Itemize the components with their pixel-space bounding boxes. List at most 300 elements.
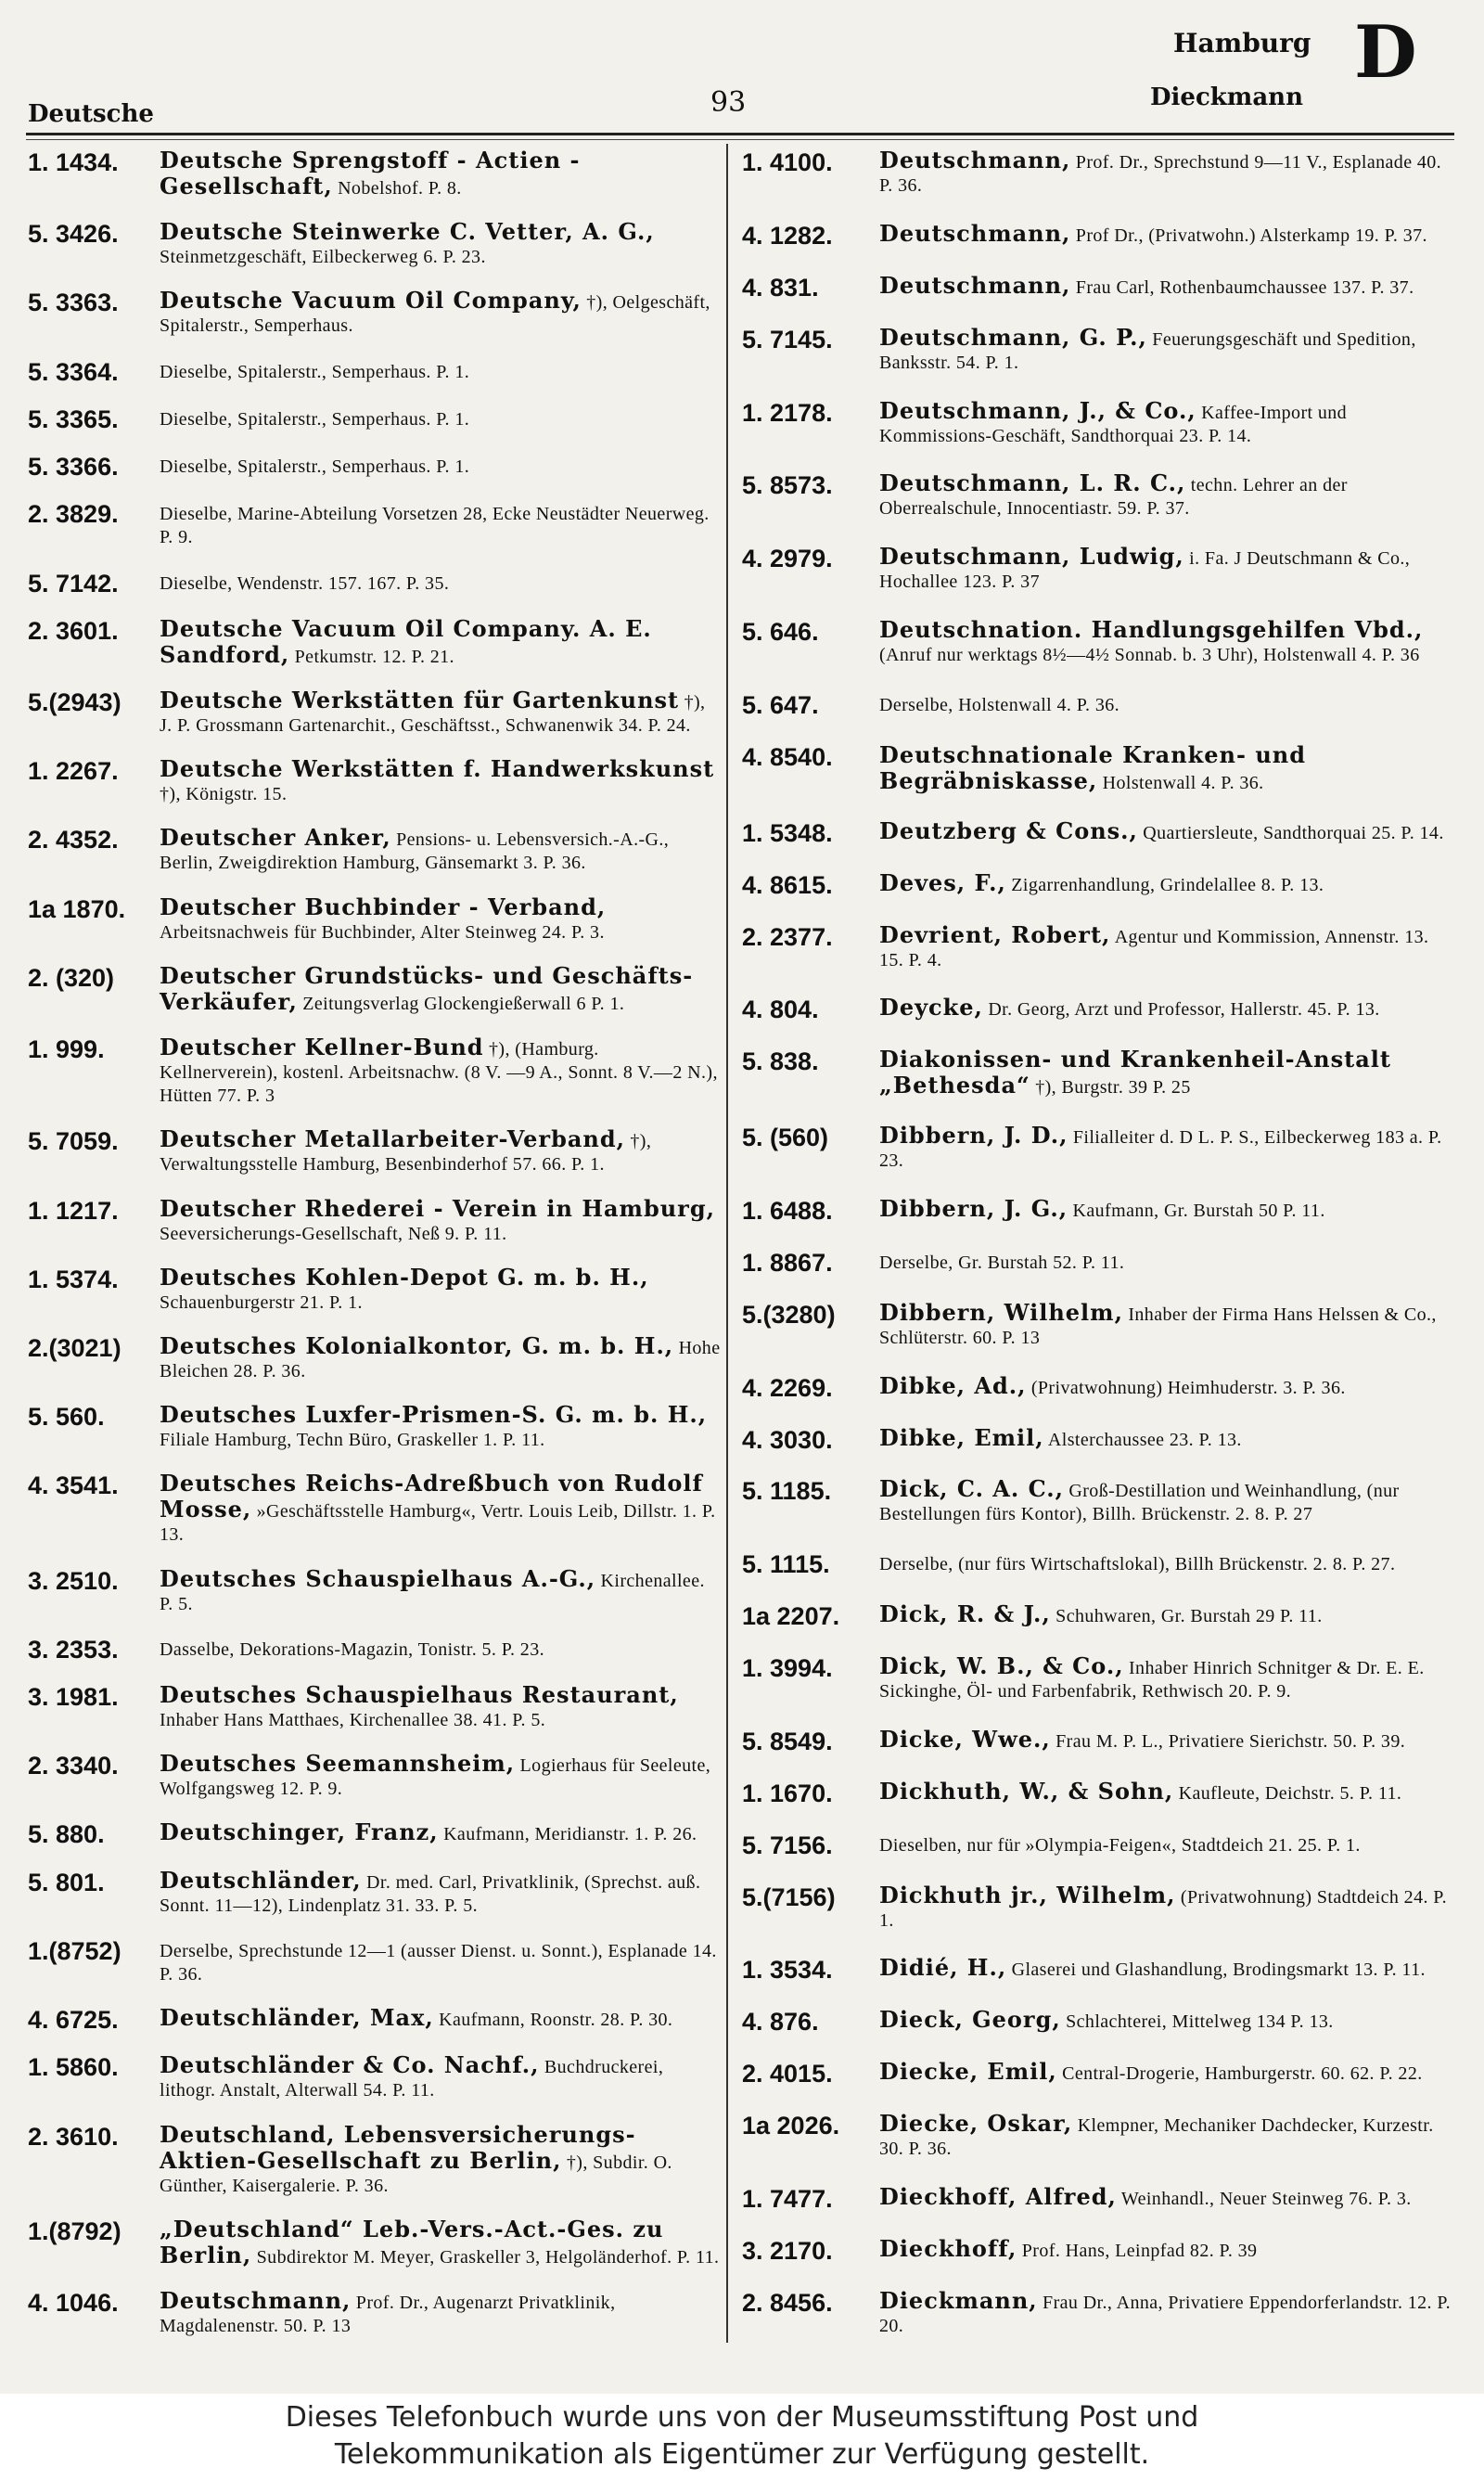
directory-entry: [742, 2060, 1452, 2088]
entry-text: [879, 2060, 1452, 2086]
entry-details: †), (Hamburg. Kellnerverein), kostenl. Arbeitsnachw. (8 V. —9 A., Sonnt. 8 V.—2 N.), Hütten 77. P. 3: [160, 1039, 718, 1107]
directory-entry: [28, 1471, 722, 1547]
entry-name: Deutsches Seemannsheim,: [160, 1750, 516, 1778]
phone-number: 4. 8540.: [742, 742, 833, 771]
entry-details: Seeversicherungs-Gesellschaft, Neß 9. P. 11.: [160, 1223, 507, 1244]
directory-entry: [28, 2120, 722, 2198]
header-city: Hamburg: [1173, 28, 1311, 58]
entry-text: [879, 2182, 1452, 2211]
entry-text: [160, 895, 722, 944]
entry-details: Prof. Hans, Leinpfad 82. P. 39: [1021, 2240, 1258, 2261]
directory-entry: [28, 757, 722, 806]
directory-entry: [28, 1263, 722, 1315]
entry-name: Dicke, Wwe.,: [879, 1725, 1051, 1753]
phone-number: 2. 3610.: [28, 2122, 119, 2151]
entry-text: [879, 1602, 1452, 1628]
header-right-keyword: Dieckmann: [1150, 84, 1303, 111]
entry-text: [879, 1831, 1452, 1857]
entry-name: Deutschmann,: [879, 219, 1071, 247]
phone-number: 3. 2510.: [28, 1566, 119, 1595]
entry-name: Dieckmann,: [879, 2286, 1038, 2314]
entry-details: Dr. med. Carl, Privatklinik, (Sprechst. auß. Sonnt. 11—12), Lindenplatz 31. 33. P. 5.: [160, 1871, 701, 1916]
entry-text: [879, 740, 1452, 795]
entry-text: [879, 1423, 1452, 1452]
entry-text: [160, 2053, 722, 2102]
entry-details: Derselbe, Holstenwall 4. P. 36.: [879, 695, 1120, 715]
entry-text: [879, 691, 1452, 717]
entry-name: Deutschmann, G. P.,: [879, 323, 1147, 351]
entry-name: Deutsche Sprengstoff - Actien - Gesellschaft,: [160, 147, 581, 199]
entry-details: Pensions- u. Lebensversich.-A.-G., Berlin, Zweigdirektion Hamburg, Gänsemarkt 3. P. 36.: [160, 829, 670, 874]
directory-entry: [28, 1866, 722, 1918]
entry-details: Central-Drogerie, Hamburgerstr. 60. 62. P. 22.: [1062, 2063, 1423, 2085]
entry-details: Kirchenallee. P. 5.: [160, 1570, 705, 1614]
entry-details: Frau Dr., Anna, Privatiere Eppendorferlandstr. 12. P. 20.: [879, 2292, 1452, 2336]
directory-entry: [742, 2234, 1452, 2265]
phone-number: 1. 3994.: [742, 1654, 833, 1682]
phone-number: 5. 3364.: [28, 357, 119, 386]
directory-entry: [28, 2053, 722, 2102]
entry-details: Weinhandl., Neuer Steinweg 76. P. 3.: [1120, 2188, 1412, 2209]
entry-text: [879, 920, 1452, 972]
entry-details: Dieselbe, Marine-Abteilung Vorsetzen 28, Ecke Neustädter Neuerweg. P. 9.: [160, 504, 710, 548]
entry-details: Derselbe, (nur fürs Wirtschaftslokal), Billh Brückenstr. 2. 8. P. 27.: [879, 1554, 1396, 1575]
entry-text: [879, 396, 1452, 448]
entry-text: [160, 453, 722, 479]
entry-text: [160, 757, 722, 806]
entry-name: Deutschmann,: [160, 2287, 352, 2314]
entry-details: †), Königstr. 15.: [160, 784, 288, 805]
phone-number: 1. 3534.: [742, 1956, 833, 1985]
entry-text: [160, 570, 722, 596]
phone-number: 5. 1185.: [742, 1477, 832, 1506]
entry-details: Dieselbe, Spitalerstr., Semperhaus. P. 1.: [160, 456, 470, 478]
right-column: [742, 148, 1452, 2338]
entry-name: Deutzberg & Cons.,: [879, 816, 1138, 844]
phone-number: 2. 3340.: [28, 1752, 119, 1780]
entry-name: „Deutschland“ Leb.-Vers.-Act.-Ges. zu Berlin,: [160, 2215, 664, 2268]
phone-number: 2. 3829.: [28, 500, 119, 529]
header-left-keyword: Deutsche: [28, 100, 154, 128]
phone-number: 1. 7477.: [742, 2184, 833, 2213]
directory-entry: [742, 2182, 1452, 2213]
directory-entry: [742, 545, 1452, 594]
directory-entry: [742, 396, 1452, 448]
directory-entry: [28, 2217, 722, 2269]
phone-number: 2. 3601.: [28, 616, 119, 645]
entry-name: Dibbern, J. G.,: [879, 1195, 1068, 1222]
entry-details: Inhaber der Firma Hans Helssen & Co., Schlüterstr. 60. P. 13: [879, 1304, 1437, 1348]
directory-entry: [28, 1194, 722, 1246]
entry-text: [160, 358, 722, 384]
directory-entry: [742, 1197, 1452, 1225]
directory-entry: [742, 920, 1452, 972]
phone-number: 1. 1670.: [742, 1779, 833, 1807]
directory-entry: [28, 1035, 722, 1108]
entry-name: Deutschmann,: [879, 147, 1071, 173]
phone-number: 4. 831.: [742, 273, 819, 302]
directory-entry: [742, 1477, 1452, 1526]
directory-entry: [742, 1777, 1452, 1807]
entry-text: [160, 2289, 722, 2338]
directory-entry: [742, 323, 1452, 375]
entry-text: [160, 500, 722, 549]
entry-name: Dickhuth, W., & Sohn,: [879, 1777, 1174, 1805]
directory-entry: [28, 570, 722, 598]
entry-details: Glaserei und Glashandlung, Brodingsmarkt 13. P. 11.: [1011, 1960, 1426, 1981]
entry-text: [879, 471, 1452, 520]
phone-number: 5. 8573.: [742, 471, 833, 500]
entry-text: [160, 614, 722, 669]
entry-name: Deutschländer, Max,: [160, 2004, 434, 2032]
phone-number: 3. 2170.: [742, 2236, 833, 2265]
entry-details: Schlachterei, Mittelweg 134 P. 13.: [1066, 2011, 1334, 2033]
entry-name: Dickhuth jr., Wilhelm,: [879, 1881, 1176, 1908]
entry-details: Petkumstr. 12. P. 21.: [294, 646, 454, 667]
directory-entry: [742, 1371, 1452, 1402]
entry-name: Deutsches Luxfer-Prismen-S. G. m. b. H.,: [160, 1401, 708, 1429]
entry-details: Steinmetzgeschäft, Eilbeckerweg 6. P. 23.: [160, 247, 486, 268]
entry-text: [160, 688, 722, 738]
phone-number: 5. 801.: [28, 1868, 105, 1896]
entry-name: Dieck, Georg,: [879, 2006, 1061, 2034]
entry-name: Dibke, Ad.,: [879, 1371, 1027, 1399]
entry-details: †), J. P. Grossmann Gartenarchit., Geschäftsst., Schwanenwik 34. P. 24.: [160, 691, 706, 736]
phone-number: 1. 2178.: [742, 398, 833, 427]
entry-details: Dieselbe, Wendenstr. 157. 167. P. 35.: [160, 572, 450, 594]
entry-name: Deutschnation. Handlungsgehilfen Vbd.,: [879, 616, 1424, 644]
directory-entry: [742, 271, 1452, 302]
directory-entry: [742, 1550, 1452, 1578]
entry-details: †), Oelgeschäft, Spitalerstr., Semperhaus.: [160, 292, 710, 337]
entry-name: Deves, F.,: [879, 868, 1006, 896]
entry-details: »Geschäftsstelle Hamburg«, Vertr. Louis Leib, Dillstr. 1. P. 13.: [160, 1501, 716, 1546]
phone-number: 4. 3030.: [742, 1425, 833, 1454]
entry-text: [879, 1047, 1452, 1099]
phone-number: 5. 8549.: [742, 1727, 833, 1755]
phone-number: 1.(8752): [28, 1936, 122, 1965]
directory-entry: [28, 1937, 722, 1986]
directory-entry: [742, 816, 1452, 847]
directory-entry: [742, 1831, 1452, 1859]
phone-number: 5. 3365.: [28, 405, 119, 433]
entry-details: Kaffee-Import und Kommissions-Geschäft, Sandthorquai 23. P. 14.: [879, 402, 1348, 446]
entry-name: Deutschmann, Ludwig,: [879, 543, 1184, 571]
entry-name: Deutscher Buchbinder - Verband,: [160, 893, 607, 920]
entry-text: [160, 1127, 722, 1176]
directory-entry: [742, 2008, 1452, 2036]
entry-name: Deutschländer,: [160, 1866, 362, 1894]
entry-text: [879, 1477, 1452, 1526]
entry-text: [879, 618, 1452, 667]
phone-number: 1. 1217.: [28, 1196, 119, 1225]
entry-details: (Anruf nur werktags 8½—4½ Sonnab. b. 3 Uhr), Holstenwall 4. P. 36: [879, 645, 1420, 666]
directory-entry: [28, 1127, 722, 1176]
directory-entry: [742, 996, 1452, 1023]
entry-name: Dibke, Emil,: [879, 1423, 1044, 1451]
entry-text: [879, 1550, 1452, 1576]
phone-number: 4. 3541.: [28, 1471, 119, 1500]
entry-name: Deutschmann, J., & Co.,: [879, 396, 1196, 424]
entry-details: Arbeitsnachweis für Buchbinder, Alter Steinweg 24. P. 3.: [160, 921, 605, 943]
entry-text: [879, 2286, 1452, 2338]
directory-entry: [742, 2112, 1452, 2161]
phone-number: 5. 3366.: [28, 453, 119, 482]
phone-number: 5. 3363.: [28, 289, 119, 317]
phone-number: 1. 1434.: [28, 148, 119, 176]
entry-text: [160, 1937, 722, 1986]
entry-text: [879, 2234, 1452, 2263]
phone-number: 4. 2979.: [742, 545, 833, 573]
footer-note: [0, 2394, 1484, 2480]
entry-name: Deutschland, Lebensversicherungs-Aktien-Gesellschaft zu Berlin,: [160, 2120, 636, 2174]
phone-number: 4. 1046.: [28, 2289, 119, 2317]
entry-text: [879, 1956, 1452, 1982]
entry-details: †), Burgstr. 39 P. 25: [1035, 1077, 1191, 1099]
entry-text: [160, 220, 722, 269]
entry-details: Logierhaus für Seeleute, Wolfgangsweg 12. P. 9.: [160, 1755, 711, 1800]
entry-name: Dieckhoff, Alfred,: [879, 2182, 1117, 2210]
entry-text: [160, 1636, 722, 1662]
directory-entry: [742, 1956, 1452, 1984]
directory-entry: [742, 691, 1452, 719]
entry-text: [879, 1654, 1452, 1703]
phone-number: 5.(2943): [28, 687, 122, 716]
entry-details: Zeitungsverlag Glockengießerwall 6 P. 1.: [302, 993, 625, 1014]
entry-text: [879, 2008, 1452, 2034]
entry-text: [879, 545, 1452, 594]
entry-details: Prof. Dr., Sprechstund 9—11 V., Esplanade 40. P. 36.: [879, 152, 1442, 196]
entry-details: Dieselbe, Spitalerstr., Semperhaus. P. 1.: [160, 408, 470, 430]
phone-number: 5. 3426.: [28, 220, 119, 249]
directory-entry: [28, 688, 722, 738]
entry-name: Deutscher Anker,: [160, 824, 391, 852]
header-rule-thin: [26, 139, 1454, 140]
entry-name: Devrient, Robert,: [879, 920, 1111, 948]
section-letter: D: [1354, 10, 1417, 95]
entry-name: Dibbern, Wilhelm,: [879, 1298, 1123, 1326]
entry-text: [879, 868, 1452, 897]
directory-entry: [742, 1725, 1452, 1755]
directory-entry: [28, 961, 722, 1016]
entry-text: [879, 148, 1452, 198]
directory-entry: [28, 826, 722, 875]
entry-details: Schuhwaren, Gr. Burstah 29 P. 11.: [1055, 1606, 1323, 1627]
entry-name: Diecke, Emil,: [879, 2058, 1057, 2086]
entry-details: Kaufmann, Gr. Burstah 50 P. 11.: [1072, 1201, 1325, 1221]
phone-number: 2. 8456.: [742, 2288, 833, 2317]
phone-number: 1a 2026.: [742, 2112, 840, 2139]
entry-text: [879, 816, 1452, 845]
phone-number: 1. 6488.: [742, 1197, 833, 1225]
entry-text: [879, 219, 1452, 248]
entry-name: Dick, W. B., & Co.,: [879, 1652, 1124, 1679]
directory-entry: [28, 1564, 722, 1616]
entry-name: Deutschländer & Co. Nachf.,: [160, 2051, 540, 2079]
entry-details: Derselbe, Gr. Burstah 52. P. 11.: [879, 1252, 1125, 1273]
directory-entry: [28, 2289, 722, 2338]
entry-name: Deutsche Vacuum Oil Company,: [160, 287, 582, 315]
entry-name: Deutschmann, L. R. C.,: [879, 469, 1186, 497]
entry-details: i. Fa. J Deutschmann & Co., Hochallee 123. P. 37: [879, 548, 1411, 593]
entry-name: Deutsche Werkstätten für Gartenkunst: [160, 686, 680, 713]
entry-name: Deutsche Steinwerke C. Vetter, A. G.,: [160, 218, 655, 246]
entry-text: [160, 1194, 722, 1246]
entry-name: Dick, R. & J.,: [879, 1600, 1051, 1628]
phone-number: 5. 7142.: [28, 569, 119, 598]
directory-entry: [742, 219, 1452, 250]
entry-name: Dieckhoff,: [879, 2234, 1017, 2262]
phone-number: 1. 5374.: [28, 1265, 119, 1293]
directory-entry: [28, 500, 722, 549]
page-number: 93: [710, 86, 747, 119]
entry-text: [879, 1371, 1452, 1400]
entry-name: Deutsches Kolonialkontor, G. m. b. H.,: [160, 1331, 674, 1359]
entry-details: Nobelshof. P. 8.: [338, 178, 462, 199]
entry-text: [160, 1471, 722, 1547]
directory-entry: [742, 1249, 1452, 1277]
directory-entry: [742, 1298, 1452, 1350]
entry-name: Deutschinger, Franz,: [160, 1818, 439, 1846]
phone-number: 5. 7059.: [28, 1127, 119, 1156]
directory-entry: [742, 618, 1452, 667]
entry-text: [160, 148, 722, 200]
phone-number: 5.(7156): [742, 1882, 836, 1911]
entry-text: [879, 1124, 1452, 1173]
directory-entry: [742, 740, 1452, 795]
phone-number: 5. (560): [742, 1124, 829, 1152]
phone-number: 5. 838.: [742, 1047, 819, 1076]
entry-name: Deutsches Schauspielhaus Restaurant,: [160, 1681, 679, 1709]
entry-text: [160, 1263, 722, 1315]
directory-entry: [28, 148, 722, 200]
directory-entry: [28, 1331, 722, 1383]
entry-details: Holstenwall 4. P. 36.: [1102, 772, 1264, 793]
entry-name: Deutsches Kohlen-Depot G. m. b. H.,: [160, 1263, 649, 1291]
directory-entry: [28, 614, 722, 669]
phone-number: 1. 2267.: [28, 757, 119, 786]
entry-text: [160, 1035, 722, 1108]
header-rule: [26, 133, 1454, 135]
entry-text: [879, 996, 1452, 1022]
phone-number: 5. 647.: [742, 691, 819, 719]
phone-number: 1. 5860.: [28, 2053, 119, 2082]
phone-number: 1.(8792): [28, 2217, 122, 2245]
entry-name: Deutsche Werkstätten f. Handwerkskunst: [160, 755, 715, 783]
entry-name: Diakonissen- und Krankenheil-Anstalt „Bethesda“: [879, 1046, 1391, 1099]
directory-entry: [742, 1047, 1452, 1099]
phone-number: 2.(3021): [28, 1333, 122, 1362]
entry-details: Dr. Georg, Arzt und Professor, Hallerstr. 45. P. 13.: [988, 999, 1380, 1021]
directory-entry: [28, 220, 722, 269]
entry-text: [879, 1197, 1452, 1223]
directory-entry: [742, 148, 1452, 198]
directory-entry: [742, 1124, 1452, 1173]
entry-name: Didié, H.,: [879, 1954, 1007, 1982]
directory-entry: [28, 1752, 722, 1801]
phone-number: 3. 1981.: [28, 1683, 119, 1712]
entry-details: techn. Lehrer an der Oberrealschule, Innocentiastr. 59. P. 37.: [879, 475, 1348, 520]
entry-text: [160, 1820, 722, 1846]
entry-text: [879, 2112, 1452, 2161]
phone-number: 5. 7156.: [742, 1831, 833, 1859]
entry-text: [879, 1777, 1452, 1805]
phone-number: 5.(3280): [742, 1300, 836, 1329]
entry-details: Klempner, Mechaniker Dachdecker, Kurzestr. 30. P. 36.: [879, 2115, 1434, 2159]
phone-number: 5. 646.: [742, 618, 819, 647]
phone-number: 1. 999.: [28, 1035, 105, 1064]
directory-entry: [28, 453, 722, 481]
entry-text: [879, 1883, 1452, 1933]
entry-details: Hohe Bleichen 28. P. 36.: [160, 1337, 721, 1381]
entry-details: (Privatwohnung) Stadtdeich 24. P. 1.: [879, 1886, 1447, 1931]
entry-text: [879, 1249, 1452, 1275]
footer-line-2: Telekommunikation als Eigentümer zur Verfügung gestellt.: [334, 2438, 1150, 2471]
directory-entry: [28, 1403, 722, 1452]
entry-name: Deutschnationale Kranken- und Begräbniskasse,: [879, 740, 1306, 794]
entry-text: [160, 1564, 722, 1616]
phone-number: 2. 2377.: [742, 922, 833, 951]
phone-number: 2. (320): [28, 963, 115, 992]
phone-number: 5. 560.: [28, 1403, 105, 1432]
directory-entry: [28, 1683, 722, 1732]
entry-details: Quartiersleute, Sandthorquai 25. P. 14.: [1143, 822, 1444, 843]
entry-text: [160, 961, 722, 1016]
entry-name: Deutsches Reichs-Adreßbuch von Rudolf Mosse,: [160, 1470, 703, 1523]
phone-number: 5. 880.: [28, 1820, 105, 1849]
entry-details: Subdirektor M. Meyer, Graskeller 3, Helgoländerhof. P. 11.: [256, 2246, 720, 2268]
entry-details: Frau Carl, Rothenbaumchaussee 137. P. 37.: [1075, 276, 1414, 298]
phone-number: 3. 2353.: [28, 1635, 119, 1664]
entry-name: Deutsches Schauspielhaus A.-G.,: [160, 1564, 596, 1592]
entry-text: [160, 405, 722, 431]
entry-text: [879, 1298, 1452, 1350]
entry-details: Kaufmann, Meridianstr. 1. P. 26.: [443, 1824, 697, 1845]
entry-details: Kaufleute, Deichstr. 5. P. 11.: [1178, 1782, 1402, 1804]
entry-text: [160, 2120, 722, 2198]
entry-name: Deutschmann,: [879, 271, 1071, 299]
directory-entry: [742, 1654, 1452, 1703]
entry-text: [160, 2006, 722, 2032]
column-divider: [726, 144, 728, 2343]
directory-entry: [742, 471, 1452, 520]
phone-number: 4. 8615.: [742, 870, 833, 899]
entry-text: [160, 1752, 722, 1801]
entry-details: Zigarrenhandlung, Grindelallee 8. P. 13.: [1011, 874, 1324, 895]
entry-details: Buchdruckerei, lithogr. Anstalt, Alterwall 54. P. 11.: [160, 2057, 664, 2101]
directory-entry: [28, 2006, 722, 2034]
entry-details: Prof. Dr., Augenarzt Privatklinik, Magdalenenstr. 50. P. 13: [160, 2293, 616, 2336]
entry-text: [879, 323, 1452, 375]
entry-details: Kaufmann, Roonstr. 28. P. 30.: [439, 2010, 673, 2031]
entry-text: [160, 1403, 722, 1452]
phone-number: 5. 7145.: [742, 325, 833, 353]
phone-number: 1. 8867.: [742, 1248, 833, 1277]
entry-details: Agentur und Kommission, Annenstr. 13. 15. P. 4.: [879, 926, 1429, 970]
directory-entry: [742, 1883, 1452, 1933]
entry-details: (Privatwohnung) Heimhuderstr. 3. P. 36.: [1030, 1377, 1346, 1398]
entry-details: Dieselben, nur für »Olympia-Feigen«, Stadtdeich 21. 25. P. 1.: [879, 1834, 1361, 1856]
entry-text: [879, 1725, 1452, 1754]
footer-line-1: Dieses Telefonbuch wurde uns von der Museumsstiftung Post und: [285, 2401, 1199, 2434]
phone-number: 1. 4100.: [742, 148, 833, 176]
phone-number: 1a 2207.: [742, 1602, 840, 1631]
directory-entry: [742, 868, 1452, 899]
entry-details: Frau M. P. L., Privatiere Sierichstr. 50. P. 39.: [1055, 1730, 1406, 1752]
entry-details: Derselbe, Sprechstunde 12—1 (ausser Dienst. u. Sonnt.), Esplanade 14. P. 36.: [160, 1940, 717, 1985]
entry-details: †), Verwaltungsstelle Hamburg, Besenbinderhof 57. 66. P. 1.: [160, 1131, 652, 1176]
directory-entry: [28, 1820, 722, 1848]
